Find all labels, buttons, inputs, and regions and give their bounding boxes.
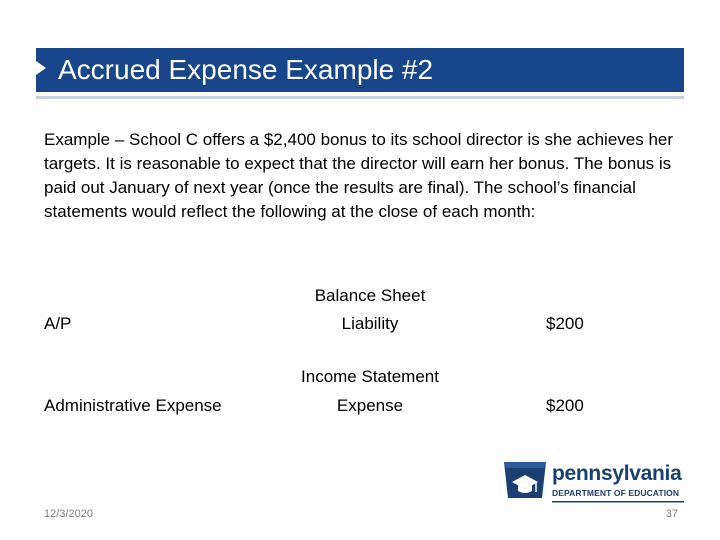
row-label-admin-expense: Administrative Expense <box>44 396 222 415</box>
title-arrow-icon <box>36 61 46 75</box>
amount-admin-expense: $200 <box>546 396 584 415</box>
slide-title: Accrued Expense Example #2 <box>58 54 434 85</box>
account-type-liability: Liability <box>341 314 399 333</box>
amount-ap: $200 <box>546 314 584 333</box>
logo-wordmark: pennsylvania <box>552 462 682 485</box>
slide-body-text: Example – School C offers a $2,400 bonus to its school director is she achieves her targets. It is reasonable to expect that the director will earn her bonus. The bonus is paid out January of next year (once the results are final). The school’s financial statements would reflect the following at the close of each month: <box>44 130 674 221</box>
footer-page-number: 37 <box>665 508 678 520</box>
title-divider <box>36 96 684 99</box>
account-type-expense: Expense <box>336 396 404 415</box>
row-label-ap: A/P <box>44 314 72 333</box>
statement-heading-balance-sheet: Balance Sheet <box>314 286 426 305</box>
footer-date: 12/3/2020 <box>44 508 93 520</box>
statement-heading-income-statement: Income Statement <box>301 367 439 386</box>
logo-department: DEPARTMENT OF EDUCATION <box>552 488 680 498</box>
